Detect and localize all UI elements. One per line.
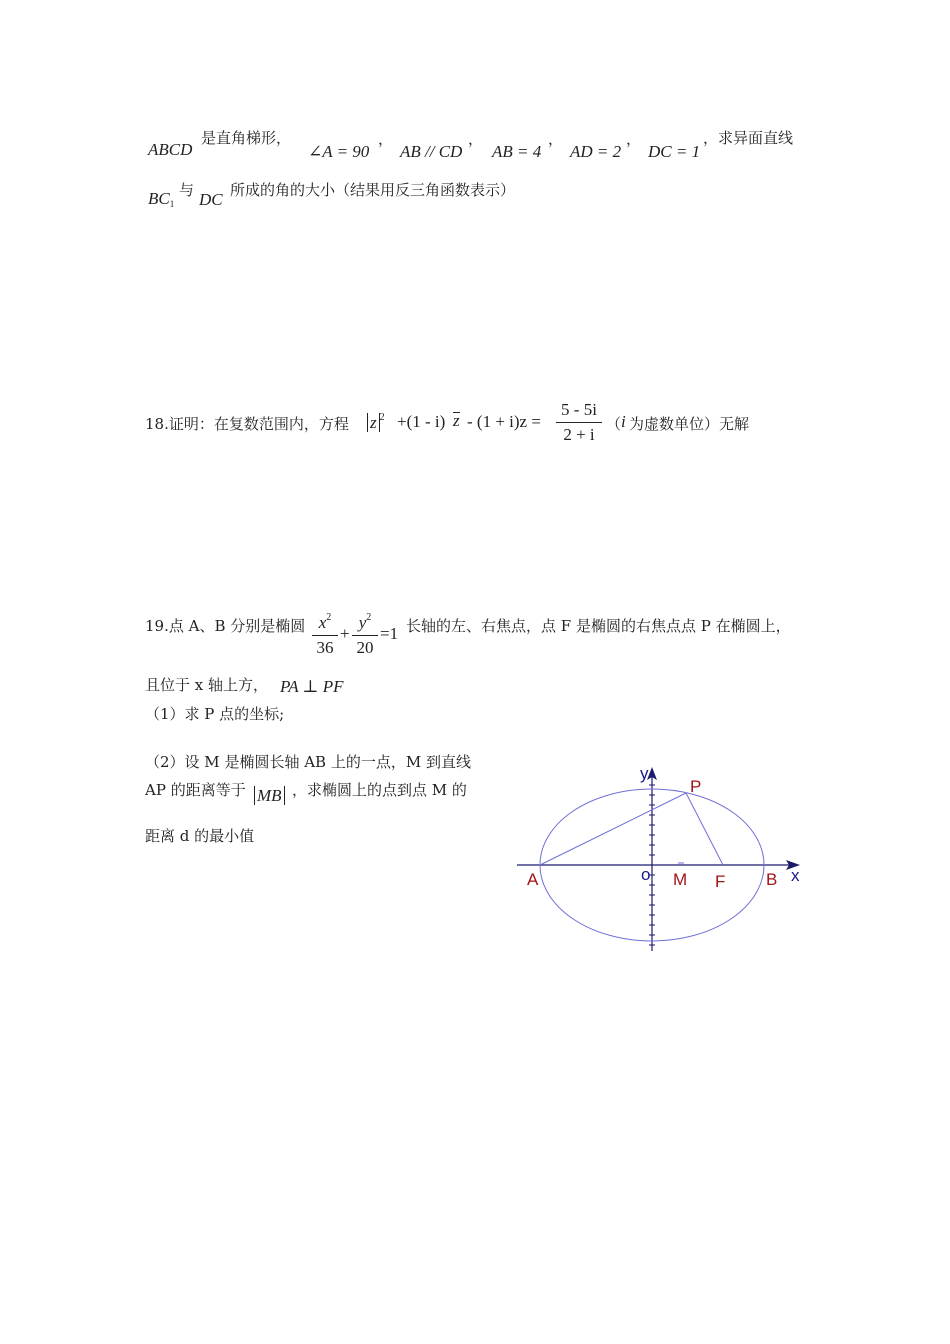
q17-yu: 与	[179, 181, 195, 199]
q17-line2-text: 所成的角的大小（结果用反三角函数表示）	[230, 181, 516, 199]
q17-parallel: AB // CD	[400, 142, 463, 161]
q19-part2-line2a: AP 的距离等于	[145, 781, 246, 799]
q18-denominator: 2 + i	[563, 425, 595, 444]
q18-plus-term: +(1 - i)	[397, 412, 446, 431]
q19-fraction-x	[312, 612, 338, 658]
q19-y: y	[358, 613, 367, 632]
label-o: o	[641, 865, 651, 884]
q17-line1-tail: ，求异面直线	[703, 129, 794, 147]
label-y: y	[640, 764, 649, 783]
q17-comma-2: ，	[468, 130, 484, 148]
label-p: P	[690, 777, 702, 796]
q19-x-numerator	[312, 612, 338, 633]
q19-mb-abs	[254, 786, 285, 806]
q17-bc1-sub: 1	[169, 199, 175, 209]
label-b: B	[766, 870, 778, 889]
q19-fraction-y-bar	[352, 635, 378, 636]
q17-dc: DC = 1	[648, 142, 701, 161]
q19-x: x	[318, 613, 327, 632]
q19-mb: MB	[254, 786, 285, 805]
q18-numerator: 5 - 5i	[561, 400, 597, 419]
q19-fraction-y	[352, 612, 378, 658]
label-x: x	[791, 866, 800, 885]
label-a: A	[527, 870, 539, 889]
q17-angle: ∠A = 90	[308, 142, 370, 161]
q19-y-numerator	[352, 612, 378, 633]
q19-prefix: 19.点 A、B 分别是椭圆	[145, 617, 306, 635]
q17-dc2: DC	[199, 190, 223, 209]
q17-comma-3: ，	[548, 130, 564, 148]
q17-abcd: ABCD	[148, 140, 193, 159]
label-f: F	[715, 872, 726, 891]
q18-prefix: 18.证明：在复数范围内，方程	[145, 415, 349, 433]
q17-comma-4: ，	[626, 130, 642, 148]
q19-line2: 且位于 x 轴上方，	[145, 676, 268, 694]
q18-minus-term: - (1 + i)z =	[467, 412, 541, 431]
q17-ad: AD = 2	[570, 142, 622, 161]
q17-ab: AB = 4	[492, 142, 542, 161]
q17-comma-1: ，	[378, 130, 394, 148]
q18-z: z	[370, 413, 377, 432]
label-m: M	[673, 870, 688, 889]
q18-sq: 2	[379, 412, 385, 423]
q17-bc1	[148, 189, 174, 209]
q19-eq: =1	[380, 624, 399, 643]
q19-y-denominator: 20	[356, 638, 374, 657]
ellipse-figure	[500, 755, 820, 960]
q18-note-i: i	[621, 412, 626, 431]
q18-note-rest: 为虚数单位）无解	[629, 415, 750, 433]
line-pa	[540, 793, 686, 865]
q18-note-open: （	[606, 415, 622, 433]
q17-bc1-base: BC	[148, 189, 170, 208]
q19-x-denominator: 36	[316, 638, 334, 657]
q19-part2-line3: 距离 d 的最小值	[145, 827, 255, 845]
q19-part2-line2b: ，求椭圆上的点到点 M 的	[292, 781, 467, 799]
q17-line1-text: 是直角梯形，	[201, 129, 292, 147]
q19-y-sq: 2	[366, 612, 372, 623]
q19-plus: +	[340, 624, 350, 643]
q19-fraction-x-bar	[312, 635, 338, 636]
q18-zbar: z	[453, 411, 460, 430]
q18-fraction	[556, 400, 602, 445]
q18-fraction-bar	[556, 422, 602, 423]
q19-part2-line1: （2）设 M 是椭圆长轴 AB 上的一点，M 到直线	[145, 753, 471, 771]
q19-suffix: 长轴的左、右焦点，点 F 是椭圆的右焦点点 P 在椭圆上，	[406, 617, 791, 635]
q18-abs-z	[367, 412, 385, 433]
q19-part1: （1）求 P 点的坐标;	[145, 705, 285, 723]
q19-x-sq: 2	[326, 612, 332, 623]
q19-perp: PA ⊥ PF	[280, 677, 344, 696]
